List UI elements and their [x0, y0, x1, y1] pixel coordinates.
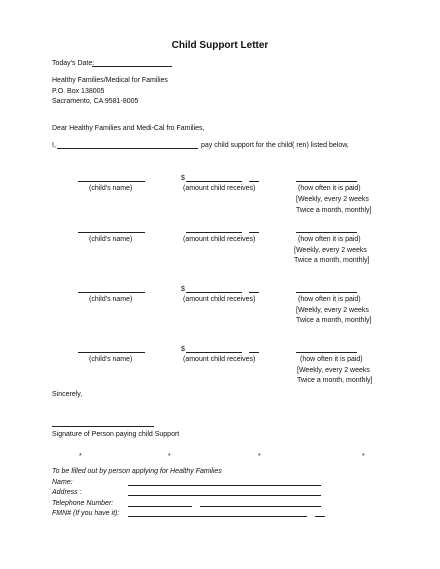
amount-label: (amount child receives) — [183, 296, 256, 303]
applicant-phone-line-2[interactable] — [200, 506, 321, 507]
child-name-line[interactable] — [78, 232, 145, 233]
applicant-fmn-line[interactable] — [128, 516, 307, 517]
child-name-label: (child's name) — [89, 185, 133, 192]
frequency-line[interactable] — [296, 352, 357, 353]
signature-line[interactable] — [52, 426, 154, 427]
frequency-options-1: [Weekly, every 2 weeks — [296, 307, 369, 314]
frequency-line[interactable] — [296, 181, 357, 182]
child-name-line[interactable] — [78, 352, 145, 353]
amount-label: (amount child receives) — [183, 185, 256, 192]
salutation: Dear Healthy Families and Medi-Cal fro Families, — [52, 125, 205, 132]
address-line-3: Sacramento, CA 9581-8005 — [52, 98, 139, 105]
amount-line[interactable] — [186, 181, 242, 182]
frequency-options-2: Twice a month, monthly] — [294, 257, 370, 264]
closing: Sincerely, — [52, 391, 83, 398]
amount-cents-line[interactable] — [249, 292, 259, 293]
child-name-line[interactable] — [78, 292, 145, 293]
amount-line[interactable] — [186, 352, 242, 353]
dollar-sign: $ — [181, 175, 185, 182]
applicant-section-header: To be filled out by person applying for Healthy Families — [52, 468, 222, 475]
applicant-fmn-line-2[interactable] — [315, 516, 325, 517]
address-line-1: Healthy Families/Medical for Families — [52, 77, 168, 84]
applicant-address-label: Address : — [52, 489, 82, 496]
amount-label: (amount child receives) — [183, 356, 256, 363]
frequency-options-2: Twice a month, monthly] — [296, 207, 372, 214]
amount-cents-line[interactable] — [249, 181, 259, 182]
amount-line[interactable] — [186, 292, 242, 293]
amount-line[interactable] — [186, 232, 242, 233]
frequency-label: (how often it is paid) — [300, 356, 363, 363]
payer-name-line[interactable] — [57, 148, 198, 149]
separator-star: * — [79, 453, 82, 460]
child-name-label: (child's name) — [89, 356, 133, 363]
frequency-options-1: [Weekly, every 2 weeks — [294, 247, 367, 254]
amount-cents-line[interactable] — [249, 232, 259, 233]
frequency-label: (how often it is paid) — [298, 185, 361, 192]
page-title: Child Support Letter — [171, 40, 269, 51]
separator-star: * — [362, 453, 365, 460]
frequency-label: (how often it is paid) — [298, 296, 361, 303]
child-name-label: (child's name) — [89, 296, 133, 303]
frequency-line[interactable] — [296, 292, 357, 293]
intro-text: pay child support for the child( ren) listed below, — [201, 142, 349, 149]
signature-label: Signature of Person paying child Support — [52, 431, 180, 438]
dollar-sign: $ — [181, 286, 185, 293]
amount-label: (amount child receives) — [183, 236, 256, 243]
frequency-line[interactable] — [296, 232, 357, 233]
applicant-name-line[interactable] — [128, 485, 321, 486]
applicant-address-line[interactable] — [128, 495, 321, 496]
amount-cents-line[interactable] — [249, 352, 259, 353]
date-line[interactable] — [92, 66, 172, 67]
separator-star: * — [258, 453, 261, 460]
intro-prefix: I, — [52, 142, 56, 149]
frequency-options-1: [Weekly, every 2 weeks — [297, 367, 370, 374]
dollar-sign: $ — [181, 346, 185, 353]
frequency-label: (how often it is paid) — [298, 236, 361, 243]
address-line-2: P.O. Box 138005 — [52, 88, 105, 95]
applicant-fmn-label: FMN# (If you have it): — [52, 510, 120, 517]
date-label: Today's Date: — [52, 60, 95, 67]
applicant-phone-label: Telephone Number: — [52, 500, 114, 507]
applicant-name-label: Name: — [52, 479, 73, 486]
child-name-line[interactable] — [78, 181, 145, 182]
frequency-options-2: Twice a month, monthly] — [296, 317, 372, 324]
child-name-label: (child's name) — [89, 236, 133, 243]
applicant-phone-line-1[interactable] — [128, 506, 192, 507]
frequency-options-1: [Weekly, every 2 weeks — [296, 196, 369, 203]
separator-star: * — [168, 453, 171, 460]
frequency-options-2: Twice a month, monthly] — [297, 377, 373, 384]
